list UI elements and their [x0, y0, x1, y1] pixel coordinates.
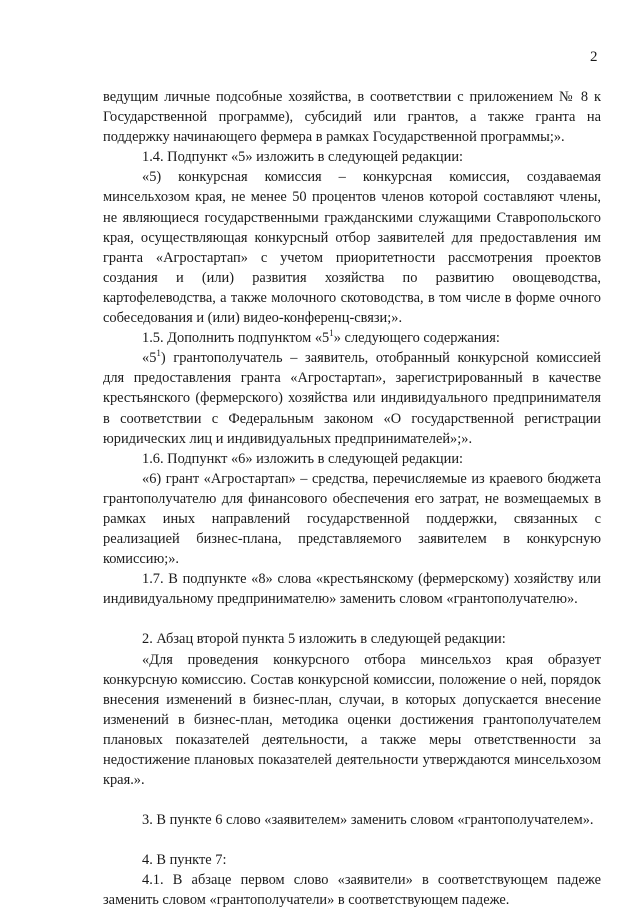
paragraph-4-1: 4.1. В абзаце первом слово «заявители» в соответствующем падеже заменить словом «грантополучатели» в соответствующем падеже. — [103, 872, 601, 909]
paragraph-1-5 — [103, 328, 601, 348]
paragraph-1-5-text-after: ) грантополучатель – заявитель, отобранный конкурсной комиссией для предоставления гранта «Агростартап», зарегистрированный в качестве крестьянского (фермерского) хозяйства или индивидуального предпринимателя в соответствии с Федеральным законом «О государственной регистрации юридических лиц и индивидуальных предпринимателей»;». — [103, 350, 601, 447]
superscript-index: 1 — [329, 328, 334, 339]
paragraph-1-4-text: «5) конкурсная комиссия – конкурсная комиссия, создаваемая минсельхозом края, не менее 50 процентов членов которой составляют члены, не являющиеся государственными гражданскими служащими Ставропольского края, осуществляющая конкурсный отбор заявителей для предоставления им гранта «Агростартап» с учетом приоритетности рассмотрения проектов создания и (или) развития хозяйства по развитию овощеводства, картофелеводства, а также молочного скотоводства, в том числе в форме очного собеседования и (или) видео-конференц-связи;». — [103, 169, 601, 327]
paragraph-1-7: 1.7. В подпункте «8» слова «крестьянскому (фермерскому) хозяйству или индивидуальному предпринимателю» заменить словом «грантополучателю». — [103, 571, 601, 608]
paragraph-1-5-text-before: «5 — [142, 350, 157, 367]
superscript-index: 1 — [156, 348, 161, 359]
paragraph-1-6-text: «6) грант «Агростартап» – средства, перечисляемые из краевого бюджета грантополучателю для финансового обеспечения его затрат, не возмещаемых в рамках иных направлений государственной поддержки, связанных с реализацией бизнес-плана, представляемого заявителем в конкурсную комиссию;». — [103, 470, 601, 568]
paragraph-1-5-after: » следующего содержания: — [333, 330, 500, 347]
paragraph-1-5-text — [103, 348, 601, 448]
paragraph-2-text: «Для проведения конкурсного отбора минсельхоз края образует конкурсную комиссию. Состав конкурсной комиссии, положение о ней, порядок внесения изменений в бизнес-план, случаи, в которых допускается внесение изменений в бизнес-план, методика оценки достижения грантополучателем плановых показателей деятельности, а также меры ответственности за недостижение плановых показателей деятельности утверждаются минсельхозом края.». — [103, 651, 601, 789]
paragraph-2: 2. Абзац второй пункта 5 изложить в следующей редакции: — [142, 631, 506, 648]
paragraph-1-5-before: 1.5. Дополнить подпунктом «5 — [142, 330, 330, 347]
paragraph-3: 3. В пункте 6 слово «заявителем» заменить словом «грантополучателем». — [142, 812, 594, 829]
document-body — [103, 87, 601, 911]
paragraph-1-6: 1.6. Подпункт «6» изложить в следующей редакции: — [142, 450, 464, 467]
page-number: 2 — [590, 49, 598, 65]
paragraph-4: 4. В пункте 7: — [142, 852, 227, 869]
paragraph-1-4: 1.4. Подпункт «5» изложить в следующей редакции: — [142, 149, 464, 166]
paragraph-continuation: ведущим личные подсобные хозяйства, в соответствии с приложением № 8 к Государственной программе), субсидий или грантов, а также гранта на поддержку начинающего фермера в рамках Государственной программы;». — [103, 89, 601, 146]
